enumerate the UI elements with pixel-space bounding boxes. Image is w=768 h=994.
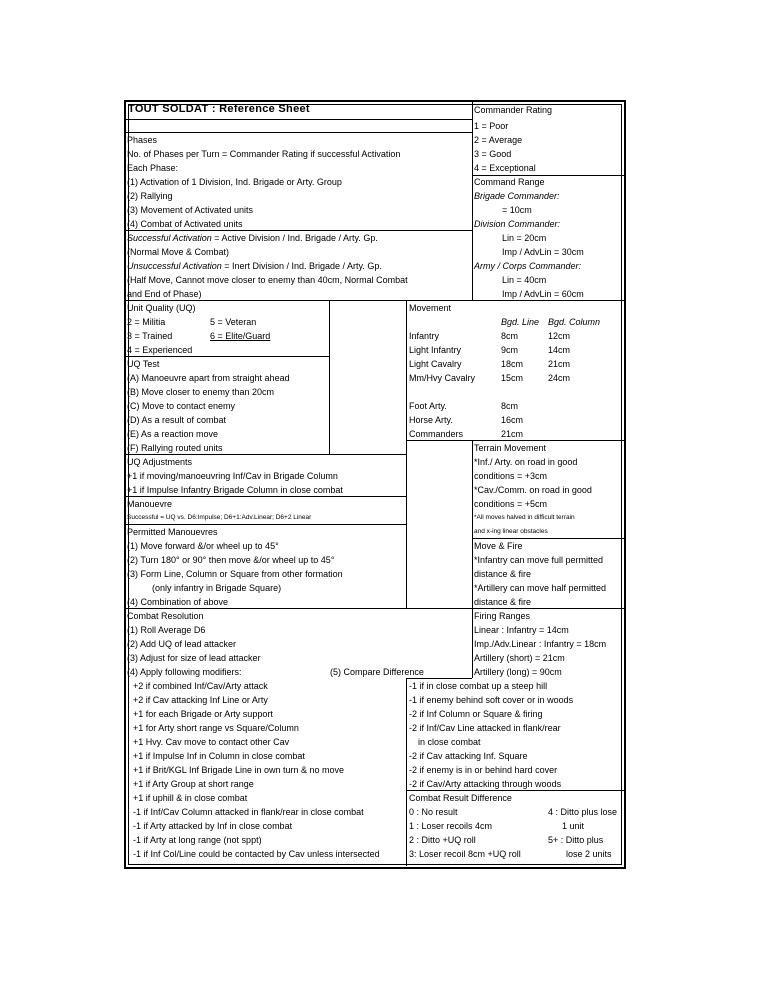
permitted-line: (3) Form Line, Column or Square from other formation: [127, 569, 343, 579]
uq-veteran: 5 = Veteran: [210, 317, 257, 327]
movement-header: Movement: [409, 303, 452, 313]
phases-line: (4) Combat of Activated units: [127, 219, 243, 229]
brigade-commander-value: = 10cm: [502, 205, 532, 215]
movement-row-column: 14cm: [548, 345, 571, 355]
movement-row-name: Mm/Hvy Cavalry: [409, 373, 476, 383]
terrain-movement-header: Terrain Movement: [474, 443, 547, 453]
movement-row2-line: 16cm: [501, 415, 524, 425]
phases-line: Each Phase:: [127, 163, 179, 173]
movement-row-column: 21cm: [548, 359, 571, 369]
uq-elite-guard: 6 = Elite/Guard: [210, 331, 271, 341]
modifier-left: -1 if Inf/Cav Column attacked in flank/rear in close combat: [133, 807, 364, 817]
commander-rating-3: 3 = Good: [474, 149, 512, 159]
movement-row-column: 12cm: [548, 331, 571, 341]
brigade-commander-label: Brigade Commander:: [474, 191, 560, 201]
uq-test-item: (F) Rallying routed units: [127, 443, 223, 453]
uq-divider: [329, 300, 330, 454]
modifier-right: -2 if Inf/Cav Line attacked in flank/rear: [409, 723, 561, 733]
phases-header: Phases: [127, 135, 158, 145]
movement-row-line: 8cm: [501, 331, 519, 341]
modifier-left: +1 if Impulse Inf in Column in close combat: [133, 751, 305, 761]
unsuccessful-activation-sub: and End of Phase): [127, 289, 202, 299]
modifier-left: -1 if Arty at long range (not sppt): [133, 835, 262, 845]
modifier-left: +2 if Cav attacking Inf Line or Arty: [133, 695, 268, 705]
army-commander-label: Army / Corps Commander:: [474, 261, 582, 271]
modifier-right: -2 if Inf Column or Square & firing: [409, 709, 543, 719]
unsuccessful-activation-label: Unsuccessful Activation: [127, 261, 222, 271]
uq-experienced: 4 = Experienced: [127, 345, 193, 355]
firing-range-line: Artillery (long) = 90cm: [474, 667, 562, 677]
terrain-small-note: *All moves halved in difficult terrain: [474, 514, 575, 521]
terrain-small-note: and x-ing linear obstacles: [474, 528, 548, 535]
combat-result-right: 5+ : Ditto plus: [548, 835, 604, 845]
division-commander-lin: Lin = 20cm: [502, 233, 547, 243]
manoeuvre-header: Manouevre: [127, 499, 173, 509]
uq-test-header: UQ Test: [127, 359, 160, 369]
modifier-divider: [406, 678, 407, 866]
uq-test-item: (B) Move closer to enemy than 20cm: [127, 387, 275, 397]
movement-row2-line: 21cm: [501, 429, 524, 439]
movement-row-name: Light Cavalry: [409, 359, 462, 369]
combat-result-left: 1 : Loser recoils 4cm: [409, 821, 493, 831]
combat-result-right: 1 unit: [562, 821, 585, 831]
combat-result-left: 3: Loser recoil 8cm +UQ roll: [409, 849, 521, 859]
movement-divider: [406, 300, 407, 608]
commander-rating-header: Commander Rating: [474, 105, 553, 115]
terrain-line: conditions = +5cm: [474, 499, 548, 509]
modifier-left: +1 if Brit/KGL Inf Brigade Line in own turn & no move: [133, 765, 345, 775]
combat-step: (2) Add UQ of lead attacker: [127, 639, 237, 649]
combat-resolution-header: Combat Resolution: [127, 611, 204, 621]
movement-row2-line: 8cm: [501, 401, 519, 411]
combat-result-right: 4 : Ditto plus lose: [548, 807, 618, 817]
successful-activation: [127, 231, 378, 245]
modifier-left: +1 if uphill & in close combat: [133, 793, 248, 803]
modifier-right: -2 if Cav attacking Inf. Square: [409, 751, 528, 761]
division-commander-imp: Imp / AdvLin = 30cm: [502, 247, 584, 257]
phases-line: (2) Rallying: [127, 191, 173, 201]
move-fire-header: Move & Fire: [474, 541, 523, 551]
uq-test-item: (D) As a result of combat: [127, 415, 227, 425]
modifier-left: +1 for each Brigade or Arty support: [133, 709, 273, 719]
move-fire-line: distance & fire: [474, 597, 532, 607]
title-divider: [472, 102, 473, 300]
uq-adjustment-line: +1 if moving/manoeuvring Inf/Cav in Brigade Column: [127, 471, 338, 481]
terrain-line: conditions = +3cm: [474, 471, 548, 481]
manoeuvre-rule: Successful = UQ vs. D6:Impulse; D6+1:Adv.Linear; D6+2 Linear: [127, 514, 312, 521]
unsuccessful-activation: [127, 259, 382, 273]
movement-row2-name: Commanders: [409, 429, 464, 439]
uq-test-item: (C) Move to contact enemy: [127, 401, 236, 411]
modifier-left: +2 if combined Inf/Cav/Arty attack: [133, 681, 268, 691]
permitted-line: (2) Turn 180° or 90° then move &/or wheel up to 45°: [127, 555, 335, 565]
successful-activation-text: = Active Division / Ind. Brigade / Arty. Gp.: [211, 233, 378, 243]
uq-adjustment-line: +1 if Impulse Infantry Brigade Column in close combat: [127, 485, 343, 495]
modifier-right: -2 if enemy is in or behind hard cover: [409, 765, 558, 775]
modifier-left: +1 if Arty Group at short range: [133, 779, 254, 789]
firing-ranges-header: Firing Ranges: [474, 611, 531, 621]
combat-result-header: Combat Result Difference: [409, 793, 512, 803]
modifier-left: -1 if Inf Col/Line could be contacted by Cav unless intersected: [133, 849, 380, 859]
movement-row2-name: Horse Arty.: [409, 415, 453, 425]
movement-row-column: 24cm: [548, 373, 571, 383]
uq-test-item: (A) Manoeuvre apart from straight ahead: [127, 373, 290, 383]
movement-row-name: Light Infantry: [409, 345, 462, 355]
combat-step: (4) Apply following modifiers:: [127, 667, 242, 677]
successful-activation-sub: (Normal Move & Combat): [127, 247, 230, 257]
commander-rating-1: 1 = Poor: [474, 121, 509, 131]
firing-divider: [472, 608, 473, 678]
firing-range-line: Linear : Infantry = 14cm: [474, 625, 569, 635]
unsuccessful-activation-sub: (Half Move, Cannot move closer to enemy than 40cm, Normal Combat: [127, 275, 408, 285]
movement-col-column: Bgd. Column: [548, 317, 601, 327]
modifier-left: -1 if Arty attacked by Inf in close combat: [133, 821, 293, 831]
combat-result-right: lose 2 units: [566, 849, 612, 859]
move-fire-line: *Infantry can move full permitted: [474, 555, 604, 565]
combat-result-left: 2 : Ditto +UQ roll: [409, 835, 476, 845]
firing-range-line: Artillery (short) = 21cm: [474, 653, 565, 663]
division-commander-label: Division Commander:: [474, 219, 561, 229]
phases-line: (1) Activation of 1 Division, Ind. Brigade or Arty. Group: [127, 177, 342, 187]
permitted-line: (1) Move forward &/or wheel up to 45°: [127, 541, 279, 551]
army-commander-lin: Lin = 40cm: [502, 275, 547, 285]
modifier-right: -2 if Cav/Arty attacking through woods: [409, 779, 562, 789]
phases-top-rule: [126, 132, 472, 133]
combat-step-5: (5) Compare Difference: [330, 667, 424, 677]
move-fire-line: distance & fire: [474, 569, 532, 579]
modifier-right: -1 if enemy behind soft cover or in woods: [409, 695, 574, 705]
move-fire-line: *Artillery can move half permitted: [474, 583, 607, 593]
phases-line: No. of Phases per Turn = Commander Rating if successful Activation: [127, 149, 401, 159]
terrain-line: *Inf./ Arty. on road in good: [474, 457, 578, 467]
sheet-title: TOUT SOLDAT : Reference Sheet: [128, 103, 310, 115]
movement-row-line: 9cm: [501, 345, 519, 355]
army-commander-imp: Imp / AdvLin = 60cm: [502, 289, 584, 299]
movement-row-name: Infantry: [409, 331, 440, 341]
permitted-manoeuvres-header: Permitted Manouevres: [127, 527, 218, 537]
uq-trained: 3 = Trained: [127, 331, 173, 341]
modifier-left: +1 Hvy. Cav move to contact other Cav: [133, 737, 290, 747]
combat-step: (3) Adjust for size of lead attacker: [127, 653, 261, 663]
phases-line: (3) Movement of Activated units: [127, 205, 254, 215]
uq-test-item: (E) As a reaction move: [127, 429, 219, 439]
commander-rating-2: 2 = Average: [474, 135, 523, 145]
movement-row2-name: Foot Arty.: [409, 401, 447, 411]
title-rule: [126, 119, 472, 120]
modifier-right: in close combat: [418, 737, 481, 747]
combat-result-left: 0 : No result: [409, 807, 458, 817]
combat-step: (1) Roll Average D6: [127, 625, 206, 635]
successful-activation-label: Successful Activation: [127, 233, 212, 243]
uq-adjustments-header: UQ Adjustments: [127, 457, 193, 467]
permitted-line: (only infantry in Brigade Square): [152, 583, 282, 593]
movement-col-line: Bgd. Line: [501, 317, 540, 327]
unsuccessful-activation-text: = Inert Division / Ind. Brigade / Arty. Gp.: [221, 261, 382, 271]
movement-row-line: 18cm: [501, 359, 524, 369]
command-range-header: Command Range: [474, 177, 545, 187]
modifier-left: +1 for Arty short range vs Square/Column: [133, 723, 299, 733]
unit-quality-header: Unit Quality (UQ): [127, 303, 196, 313]
permitted-line: (4) Combination of above: [127, 597, 229, 607]
modifier-right: -1 if in close combat up a steep hill: [409, 681, 548, 691]
firing-range-line: Imp./Adv.Linear : Infantry = 18cm: [474, 639, 607, 649]
uq-militia: 2 = Militia: [127, 317, 166, 327]
commander-rating-4: 4 = Exceptional: [474, 163, 536, 173]
terrain-divider: [472, 440, 473, 608]
terrain-line: *Cav./Comm. on road in good: [474, 485, 592, 495]
movement-row-line: 15cm: [501, 373, 524, 383]
